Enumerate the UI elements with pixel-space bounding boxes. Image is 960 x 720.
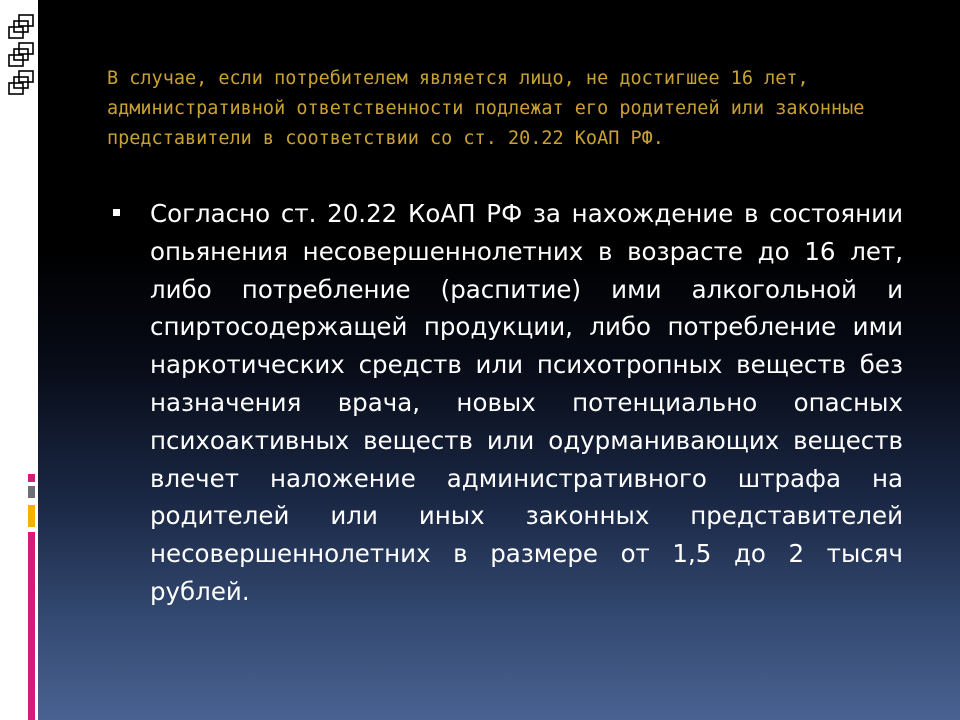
accent-bar-gray: [28, 486, 35, 498]
slide-title: В случае, если потребителем является лицо, не достигшее 16 лет, административной ответственности подлежат его родителей или законные представители в соответствии со ст. 20.22 КоАП РФ.: [107, 68, 865, 149]
bullet-list: [113, 195, 903, 611]
list-item: [113, 195, 903, 611]
bullet-text: Согласно ст. 20.22 КоАП РФ за нахождение в состоянии опьянения несовершеннолетних в возрасте до 16 лет, либо потребление (распитие) ими алкогольной и спиртосодержащей продукции, либо потребление ими наркотических средств или психотропных веществ без назначения врача, новых потенциально опасных психоактивных веществ или одурманивающих веществ влечет наложение административного штрафа на родителей или иных законных представителей несовершеннолетних в размере от 1,5 до 2 тысяч рублей.: [150, 199, 903, 606]
accent-bar-gold: [28, 505, 35, 527]
accent-bar-pink-small: [28, 474, 35, 482]
windows-grid-icon: [0, 0, 38, 100]
square-bullet-icon: [113, 209, 120, 216]
accent-bar-pink-long: [28, 532, 35, 720]
